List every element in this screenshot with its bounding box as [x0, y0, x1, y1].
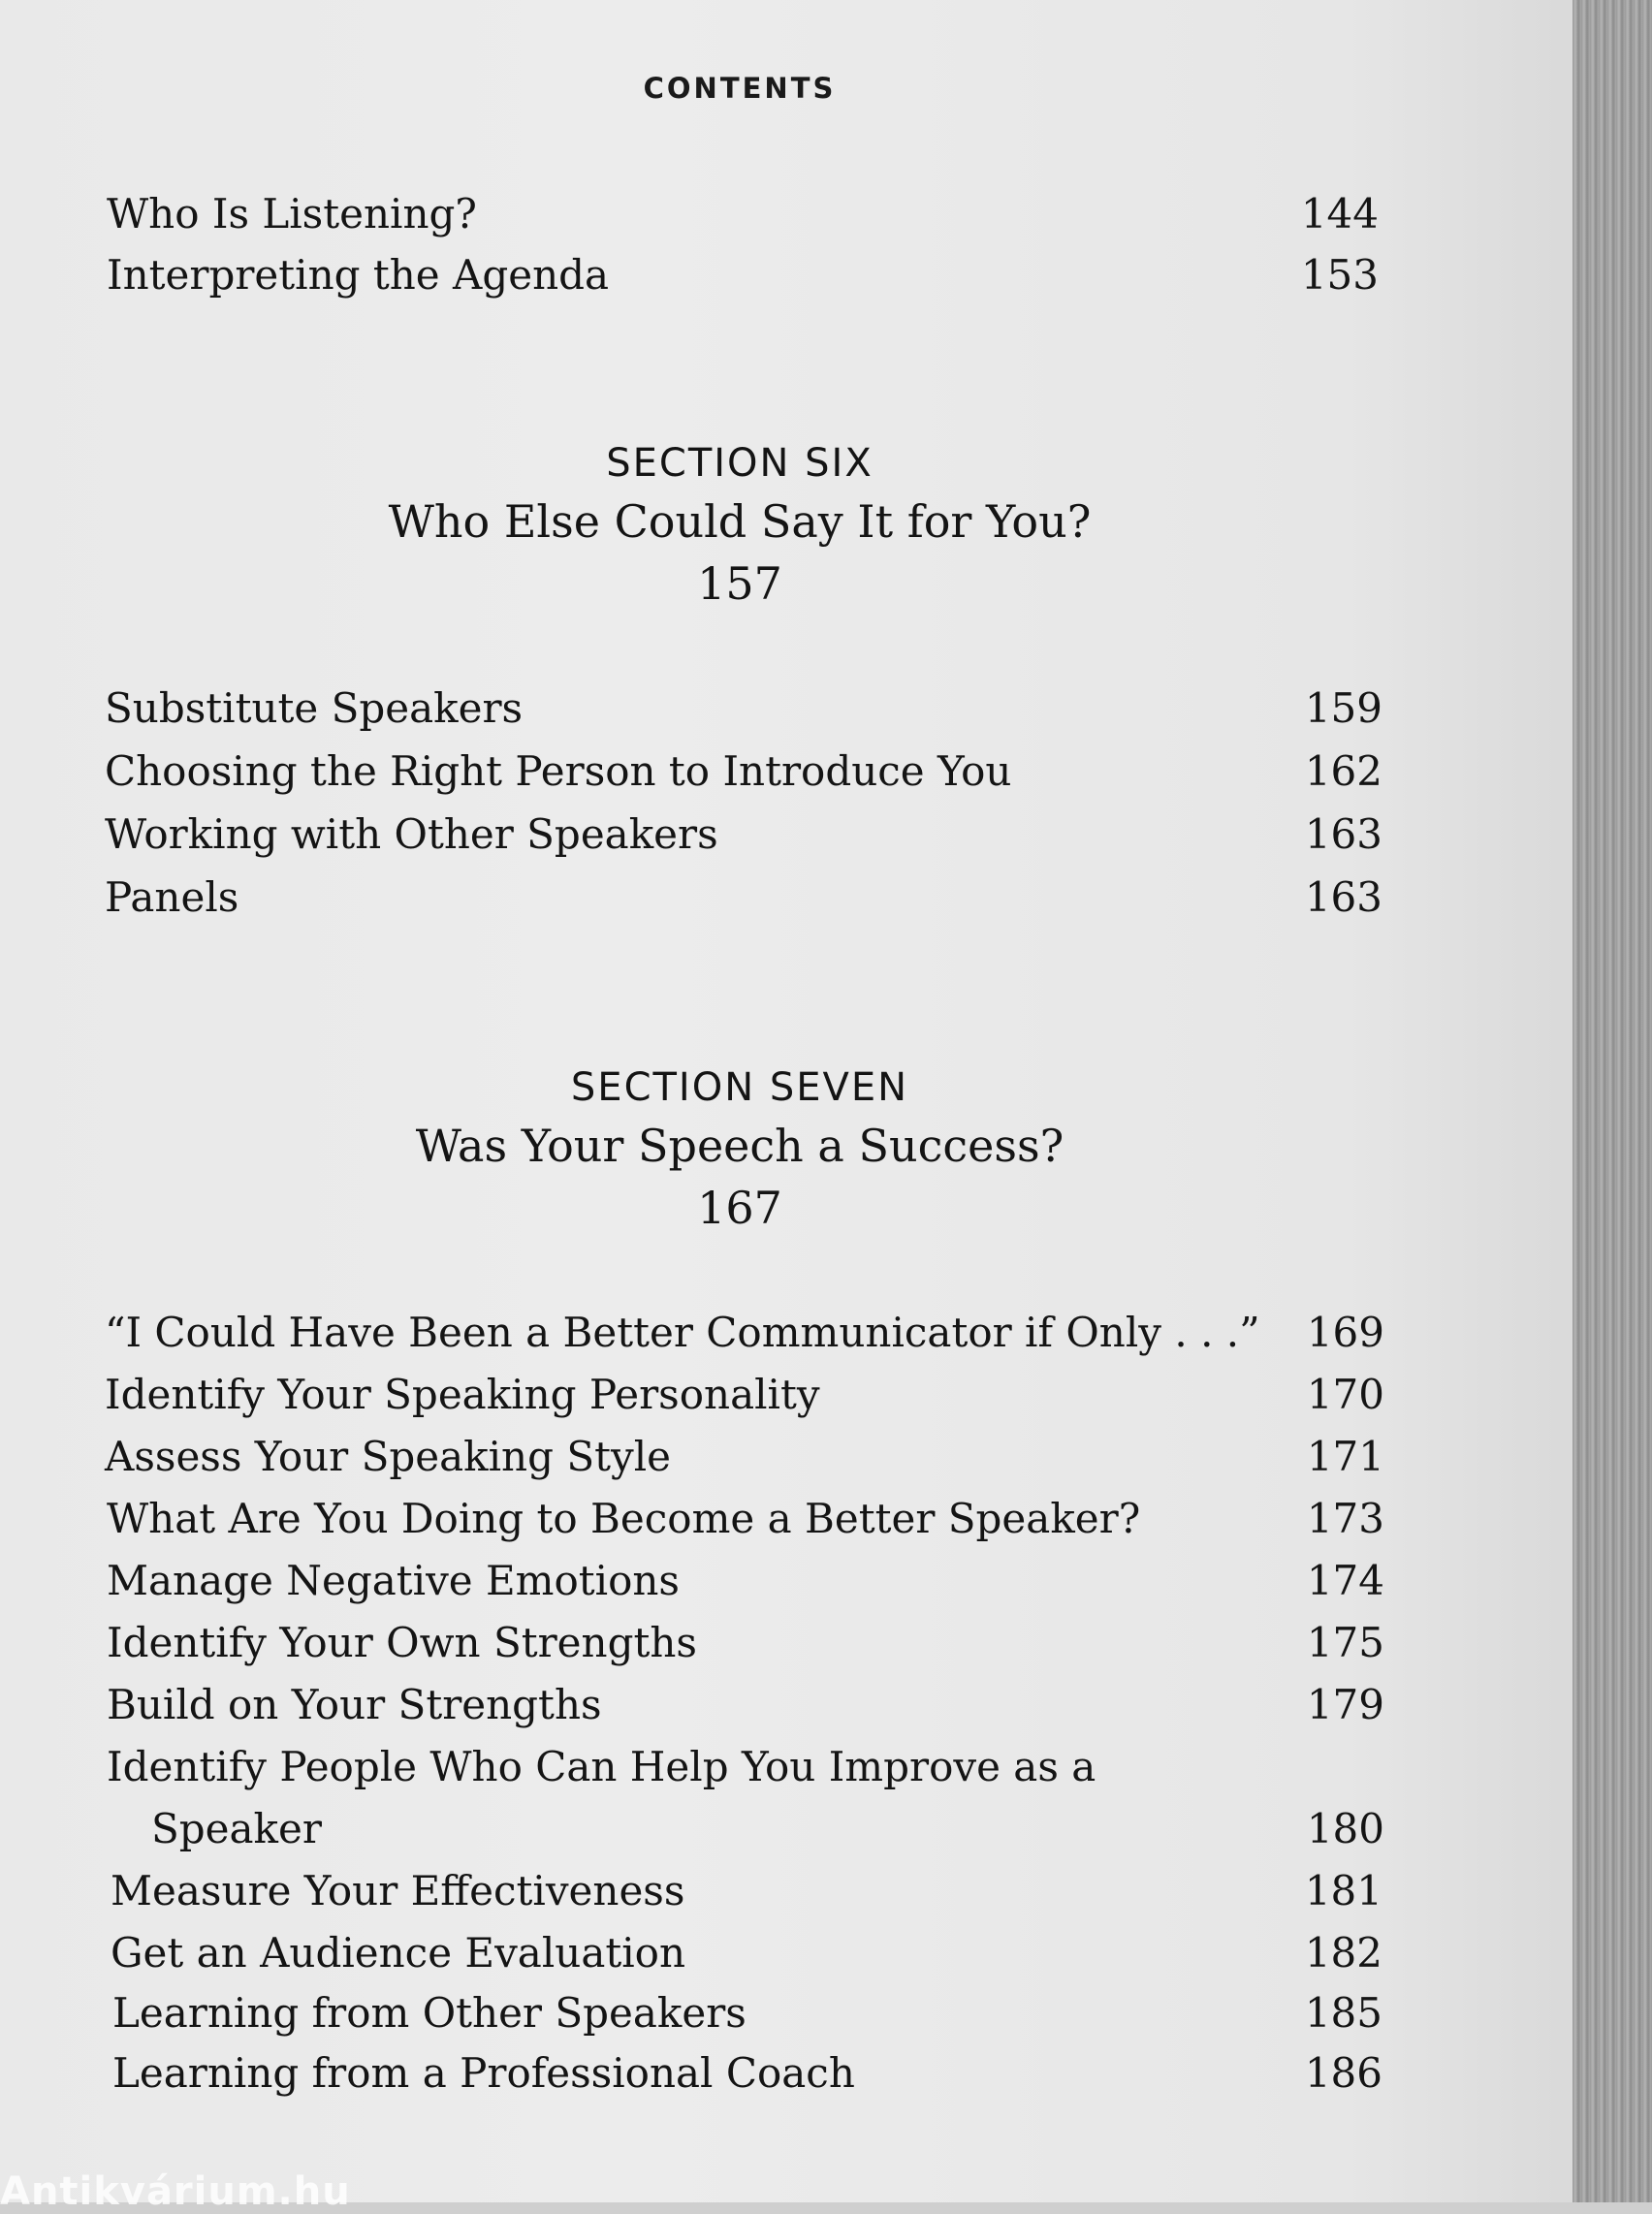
- toc-entry: [111, 1929, 1382, 1983]
- toc-entry: [105, 873, 1382, 928]
- toc-entry-page: 182: [1304, 1929, 1382, 1977]
- toc-entry: [107, 251, 1379, 305]
- toc-entry: [107, 190, 1379, 244]
- toc-entry-title: Build on Your Strengths: [107, 1681, 602, 1728]
- section-page: 157: [697, 557, 782, 610]
- toc-entry: [105, 1371, 1384, 1425]
- toc-entry-title: Manage Negative Emotions: [107, 1557, 680, 1604]
- toc-entry-page: 181: [1304, 1867, 1382, 1914]
- watermark: Antikvárium.hu: [0, 2169, 351, 2214]
- toc-entry-page: 180: [1306, 1805, 1384, 1852]
- toc-entry-page: 175: [1306, 1619, 1384, 1666]
- toc-entry: [112, 1989, 1382, 2043]
- toc-entry-continuation: [151, 1805, 1384, 1859]
- toc-entry-page: 163: [1304, 873, 1382, 921]
- section-title: Was Your Speech a Success?: [415, 1120, 1064, 1172]
- toc-entry-title: Assess Your Speaking Style: [105, 1433, 671, 1480]
- toc-entry-title: Speaker: [151, 1805, 322, 1852]
- toc-entry-page: 144: [1300, 190, 1379, 237]
- toc-entry: [107, 1743, 1384, 1797]
- section-page: 167: [697, 1182, 782, 1234]
- toc-entry-page: 171: [1306, 1433, 1384, 1480]
- toc-entry-page: 186: [1304, 2049, 1382, 2097]
- toc-entry-title: “I Could Have Been a Better Communicator if Only . . .”: [105, 1309, 1260, 1356]
- running-head: CONTENTS: [643, 72, 837, 105]
- toc-entry: [112, 2049, 1382, 2103]
- toc-entry: [105, 1433, 1384, 1487]
- section-label: SECTION SIX: [606, 441, 874, 486]
- toc-entry-title: Identify People Who Can Help You Improve as a: [107, 1743, 1096, 1790]
- section-six-heading: [0, 436, 1479, 615]
- toc-entry-title: Learning from a Professional Coach: [112, 2049, 855, 2097]
- toc-entry: [105, 684, 1382, 739]
- toc-entry: [105, 810, 1382, 865]
- toc-entry-title: Substitute Speakers: [105, 684, 524, 732]
- toc-entry-title: Measure Your Effectiveness: [111, 1867, 685, 1914]
- toc-entry-page: 163: [1304, 810, 1382, 858]
- toc-entry-title: Identify Your Own Strengths: [107, 1619, 697, 1666]
- toc-entry-page: 169: [1306, 1309, 1384, 1356]
- toc-entry-title: Who Is Listening?: [107, 190, 477, 237]
- toc-entry-page: 159: [1304, 684, 1382, 732]
- section-label: SECTION SEVEN: [570, 1065, 909, 1110]
- toc-entry-title: Interpreting the Agenda: [107, 251, 610, 299]
- toc-entry-title: Working with Other Speakers: [105, 810, 718, 858]
- section-title: Who Else Could Say It for You?: [388, 495, 1092, 548]
- toc-entry: [107, 1619, 1384, 1673]
- toc-entry-page: 153: [1300, 251, 1379, 299]
- toc-entry: [107, 1495, 1384, 1549]
- toc-entry: [111, 1867, 1382, 1921]
- toc-entry-page: 173: [1306, 1495, 1384, 1542]
- toc-entry: [105, 1309, 1384, 1363]
- section-seven-heading: [0, 1060, 1479, 1239]
- toc-entry: [107, 1557, 1384, 1611]
- toc-entry-title: What Are You Doing to Become a Better Speaker?: [107, 1495, 1141, 1542]
- toc-entry: [105, 747, 1382, 802]
- toc-entry-page: 185: [1304, 1989, 1382, 2037]
- toc-entry-title: Get an Audience Evaluation: [111, 1929, 686, 1977]
- toc-entry-page: 170: [1306, 1371, 1384, 1418]
- toc-entry-page: 174: [1306, 1557, 1384, 1604]
- toc-entry-title: Panels: [105, 873, 239, 921]
- toc-entry-page: 162: [1304, 747, 1382, 795]
- toc-entry-title: Learning from Other Speakers: [112, 1989, 747, 2037]
- toc-entry-title: Identify Your Speaking Personality: [105, 1371, 820, 1418]
- page-edge: [1573, 0, 1652, 2202]
- toc-entry: [107, 1681, 1384, 1735]
- toc-entry-page: 179: [1306, 1681, 1384, 1728]
- toc-entry-title: Choosing the Right Person to Introduce You: [105, 747, 1012, 795]
